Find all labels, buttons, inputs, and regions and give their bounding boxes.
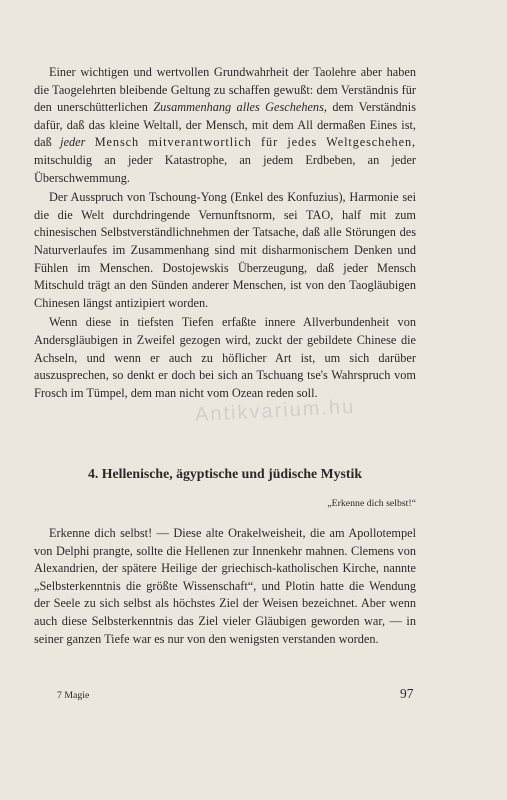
paragraph-text: dem Verständnis dafür, daß das kleine Weltall, der Mensch, mit dem All dermaßen Eines ist, daß — [34, 100, 417, 150]
spaced-text-mitverantwortlich: Mensch mitverantwortlich für jedes Weltgeschehen, — [85, 135, 416, 150]
paragraph-grundwahrheit — [34, 64, 416, 187]
text-block-mystik — [34, 525, 416, 648]
printer-signature: 7 Magie — [57, 690, 90, 701]
emphasis-zusammenhang: Zusammenhang alles Geschehens, — [153, 100, 327, 115]
paragraph-text: Einer wichtigen und wertvollen Grundwahrheit der Taolehre aber haben die Taogelehrten bleibende Geltung zu schaffen gewußt: dem Verständnis für den unerschütterlichen — [34, 65, 416, 115]
section-motto: „Erkenne dich selbst!“ — [327, 498, 416, 509]
paragraph-tschoung-yong: Der Ausspruch von Tschoung-Yong (Enkel des Konfuzius), Harmonie sei die die Welt durchdringende Vernunftsnorm, sei TAO, half mit zum chinesischen Selbstverständlichnehmen der Tatsache, daß alle Störungen des Naturverlaufes im Zusammenhang sind mit disharmonischem Denken und Fühlen im Menschen. Dostojewskis Überzeugung, daß jeder Mensch Mitschuld trägt an den Sünden anderer Menschen, ist von den Taogläubigen Chinesen längst antizipiert worden. — [34, 190, 416, 310]
paragraph-allverbundenheit: Wenn diese in tiefsten Tiefen erfaßte innere Allverbundenheit von Andersgläubigen in Zweifel gezogen wird, zuckt der gebildete Chinese die Achseln, und wenn er auch zu höflicher Art ist, um sich darüber auszusprechen, so denkt er doch bei sich an Tschuang tse's Wahrspruch vom Frosch im Tümpel, dem man nicht vom Ozean reden soll. — [34, 315, 416, 400]
page-number: 97 — [400, 686, 414, 701]
text-block-taolehre — [34, 64, 416, 402]
paragraph-text: mitschuldig an jeder Katastrophe, an jedem Erdbeben, an jeder Überschwemmung. — [34, 152, 416, 185]
paragraph-erkenne-dich-selbst: Erkenne dich selbst! — Diese alte Orakelweisheit, die am Apollotempel von Delphi prangte, sollte die Hellenen zur Innenkehr mahnen. Clemens von Alexandrien, der spätere Heilige der griechisch-katholischen Kirche, nannte „Selbsterkenntnis die größte Wissenschaft“, und Plotin hatte die Wendung der Seele zu sich selbst als höchstes Ziel der Weisen bezeichnet. Aber wenn auch diese Selbsterkenntnis das Ziel vieler Gläubigen geworden war, — in seiner ganzen Tiefe war es nur von den wenigsten verstanden worden. — [34, 526, 416, 646]
emphasis-jeder: jeder — [60, 135, 86, 150]
section-heading: 4. Hellenische, ägyptische und jüdische Mystik — [87, 466, 363, 481]
watermark: Antikvarium.hu — [194, 395, 356, 427]
